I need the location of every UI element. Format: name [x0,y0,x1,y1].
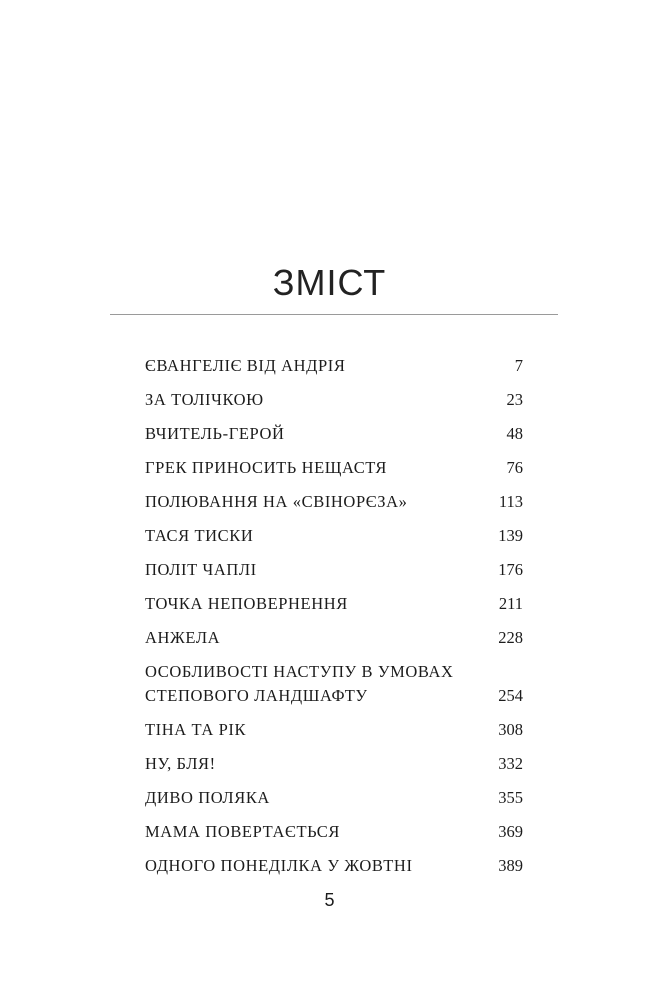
toc-entry-title-line: ОСОБЛИВОСТІ НАСТУПУ В УМОВАХ [145,662,454,681]
toc-entry-page: 211 [498,594,523,613]
toc-entry[interactable] [145,650,523,708]
toc-entry-page: 23 [506,390,523,409]
toc-entry-title: ГРЕК ПРИНОСИТЬ НЕЩАСТЯ [145,458,387,477]
title-divider [110,314,558,315]
toc-entry-page: 355 [498,788,523,807]
toc-entry[interactable] [145,548,523,582]
toc-entry-page: 332 [498,754,523,773]
toc-entry[interactable] [145,810,523,844]
toc-entry-page: 389 [498,856,523,875]
toc-entry[interactable] [145,378,523,412]
toc-entry-page: 308 [498,720,523,739]
toc-entry[interactable] [145,742,523,776]
toc-entry[interactable] [145,708,523,742]
toc-entry-title: МАМА ПОВЕРТАЄТЬСЯ [145,822,341,841]
page-title: ЗМІСТ [272,262,387,303]
toc-entry[interactable] [145,480,523,514]
page-number: 5 [324,890,335,910]
toc-entry-title: ЗА ТОЛІЧКОЮ [145,390,264,409]
toc-entry[interactable] [145,514,523,548]
toc-entry-title-line: СТЕПОВОГО ЛАНДШАФТУ [145,686,368,705]
toc-entry-title: ТІНА ТА РІК [145,720,247,739]
toc-entry-page: 48 [506,424,523,443]
toc-entry-title: ЄВАНГЕЛІЄ ВІД АНДРІЯ [145,356,346,375]
table-of-contents [145,344,523,878]
toc-entry-title: ОДНОГО ПОНЕДІЛКА У ЖОВТНІ [145,856,413,875]
toc-entry-page: 254 [498,686,523,705]
toc-entry[interactable] [145,844,523,878]
toc-entry-title [145,660,498,708]
toc-entry-title: ПОЛІТ ЧАПЛІ [145,560,257,579]
toc-entry-title: ДИВО ПОЛЯКА [145,788,270,807]
toc-entry-title: АНЖЕЛА [145,628,221,647]
toc-entry-page: 7 [514,356,523,375]
toc-entry-title: ТАСЯ ТИСКИ [145,526,254,545]
toc-entry-page: 139 [498,526,523,545]
toc-entry[interactable] [145,412,523,446]
toc-entry[interactable] [145,616,523,650]
toc-entry[interactable] [145,344,523,378]
toc-entry-title: ТОЧКА НЕПОВЕРНЕННЯ [145,594,348,613]
toc-entry-title: ПОЛЮВАННЯ НА «СВІНОРЄЗА» [145,492,408,511]
toc-entry[interactable] [145,776,523,810]
toc-entry[interactable] [145,582,523,616]
toc-entry-title: ВЧИТЕЛЬ-ГЕРОЙ [145,424,285,443]
toc-entry-page: 113 [498,492,523,511]
toc-entry-page: 228 [498,628,523,647]
toc-entry-page: 176 [498,560,523,579]
toc-entry[interactable] [145,446,523,480]
toc-entry-title: НУ, БЛЯ! [145,754,216,773]
toc-entry-page: 76 [506,458,523,477]
toc-entry-page: 369 [498,822,523,841]
